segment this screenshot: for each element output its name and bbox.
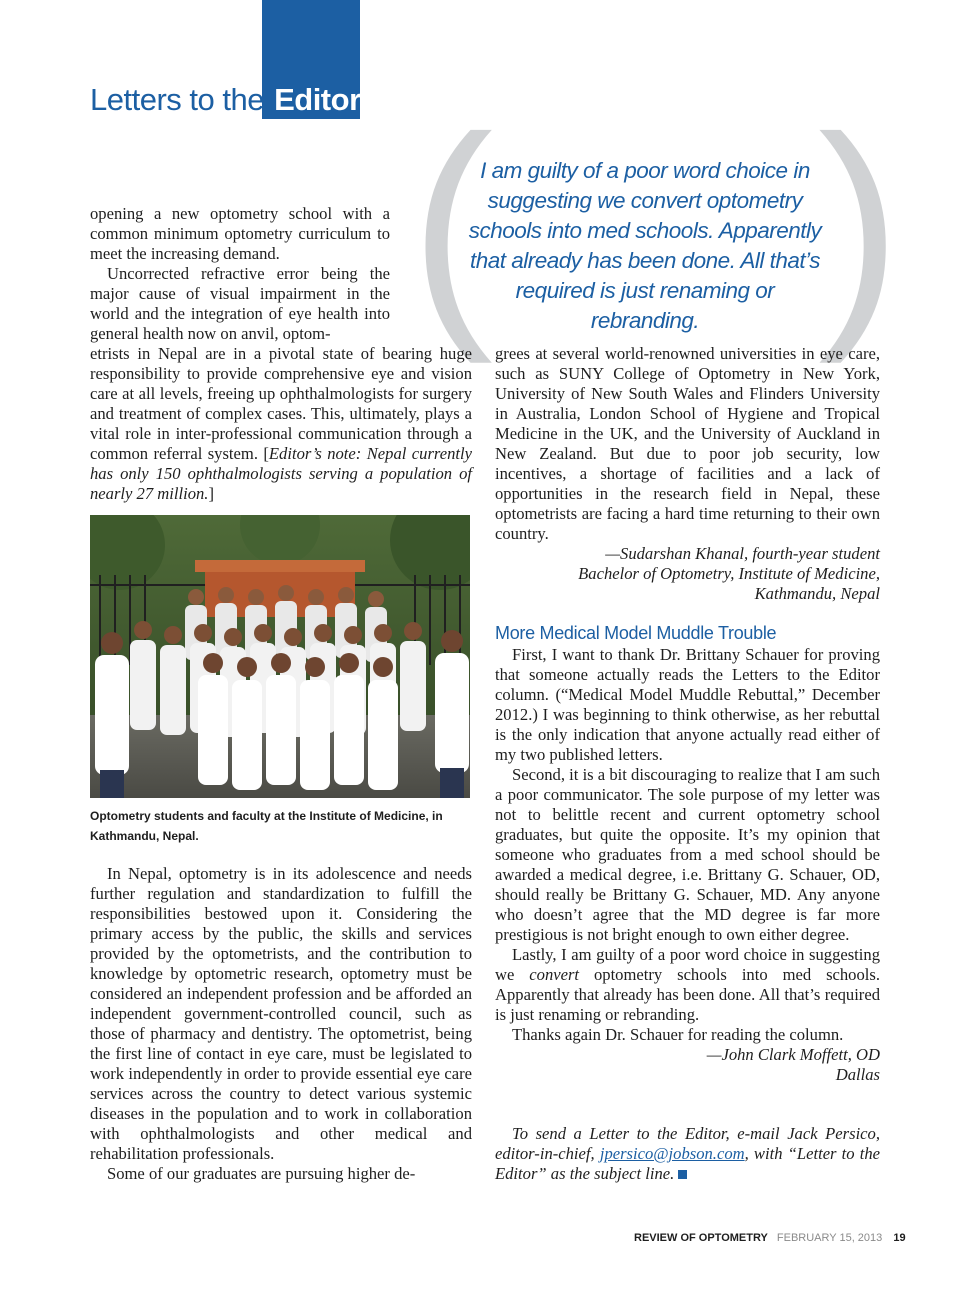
- letter1-column-upper: [90, 204, 390, 344]
- footer-publication: REVIEW OF OPTOMETRY: [634, 1232, 768, 1244]
- close-paren-decoration: ): [818, 85, 902, 364]
- editor-note: Editor’s note: Nepal currently has only 150 ophthalmologists serving a population of nearly 27 million.: [90, 444, 472, 503]
- footer-page-number: 19: [893, 1232, 906, 1244]
- letter2-signature-name: —John Clark Moffett, OD: [706, 1045, 880, 1064]
- letter1-signature-location: Kathmandu, Nepal: [754, 584, 880, 603]
- pull-quote: I am guilty of a poor word choice in suggesting we convert optometry schools into med schools. Apparently that already has been done. All that’s required is just renaming or rebranding.: [468, 158, 822, 333]
- letter1-paragraph: etrists in Nepal are in a pivotal state of bearing huge responsibility to provide comprehensive eye and vision care at all levels, freeing up ophthalmologists for surgery and treatment of complex cases. This, ultimately, plays a vital role in inter-professional communication through a common referral system. [Editor’s note: Nepal currently has only 150 ophthalmologists serving a population of nearly 27 million.]: [90, 344, 472, 503]
- letter2-paragraph: Lastly, I am guilty of a poor word choice in suggesting we convert optometry schools into med schools. Apparently that already has been done. All that’s required is just renaming or rebranding.: [495, 945, 880, 1024]
- group-photo: [90, 515, 470, 798]
- letter2-signature-location: Dallas: [835, 1065, 880, 1084]
- end-mark-icon: [678, 1170, 687, 1179]
- page-footer: [634, 1231, 906, 1245]
- letter2-title: More Medical Model Muddle Trouble: [495, 623, 777, 643]
- letter2-paragraph: Thanks again Dr. Schauer for reading the column.: [512, 1025, 844, 1044]
- contact-note: [495, 1124, 880, 1184]
- section-header: [90, 80, 361, 120]
- letter1-column-right: [495, 344, 880, 604]
- open-paren-decoration: (: [410, 85, 494, 364]
- letter1-paragraph: grees at several world-renowned universities in eye care, such as SUNY College of Optometry in New York, University of New South Wales and Flinders University in Australia, London School of Hygiene and Tropical Medicine in the UK, and the University of Auckland in New Zealand. But due to poor job security, low incentives, a shortage of facilities and a lack of opportunities in the research field in Nepal, these optometrists are facing a hard time returning to their own country.: [495, 344, 880, 543]
- letter2-paragraph: First, I want to thank Dr. Brittany Schauer for proving that someone actually reads the Letters to the Editor column. (“Medical Model Muddle Rebuttal,” December 2012.) I was beginning to think otherwise, as her rebuttal is the only indication that anyone actually read either of my two published letters.: [495, 645, 880, 764]
- section-header-light: Letters to the: [90, 82, 264, 117]
- letter2-body: [495, 645, 880, 1085]
- letter1-column-middle: [90, 344, 472, 504]
- letter1-paragraph: opening a new optometry school with a common minimum optometry curriculum to meet the increasing demand.: [90, 204, 390, 263]
- section-header-bold: Editor: [274, 82, 361, 117]
- letter1-signature-name: —Sudarshan Khanal, fourth-year student: [605, 544, 880, 563]
- letter2-paragraph: Second, it is a bit discouraging to realize that I am such a poor communicator. The sole purpose of my letter was not to belittle recent and current optometry school graduates, but quite the opposite. It’s my opinion that someone who graduates from a med school should be awarded a medical degree, i.e. Brittany G. Schauer, OD, should really be Brittany G. Schauer, MD. Any anyone who doesn’t agree that the MD degree is far more prestigious is not bright enough to own either degree.: [495, 765, 880, 944]
- photo-caption: Optometry students and faculty at the Institute of Medicine, in Kathmandu, Nepal.: [90, 809, 443, 843]
- editor-email-link[interactable]: jpersico@jobson.com: [599, 1144, 745, 1163]
- contact-paragraph: To send a Letter to the Editor, e-mail Jack Persico, editor-in-chief, jpersico@jobson.com, with “Letter to the Editor” as the subject line.: [495, 1124, 881, 1183]
- footer-date: FEBRUARY 15, 2013: [776, 1232, 883, 1244]
- letter1-column-lower: [90, 864, 472, 1184]
- letter1-paragraph: Uncorrected refractive error being the major cause of visual impairment in the world and the integration of eye health into general health now on anvil, optom-: [90, 264, 390, 343]
- letter1-paragraph: Some of our graduates are pursuing higher de-: [107, 1164, 416, 1183]
- letter1-paragraph: In Nepal, optometry is in its adolescence and needs further regulation and standardization to fulfill the responsibilities bestowed upon it. Considering the primary access by the public, the skills and services provided by the optometrists, and the contribution to knowledge by optometric research, optometry must be considered an independent profession and be afforded an independent government-controlled council, such as those of pharmacy and dentistry. The optometrist, being the first line of contact in eye care, must be legislated to work independently in order to provide essential eye care services across the country to detect various systemic diseases in the population and to work in collaboration with ophthalmologists and other medical and rehabilitation professionals.: [90, 864, 472, 1163]
- letter1-signature-affiliation: Bachelor of Optometry, Institute of Medicine,: [578, 564, 880, 583]
